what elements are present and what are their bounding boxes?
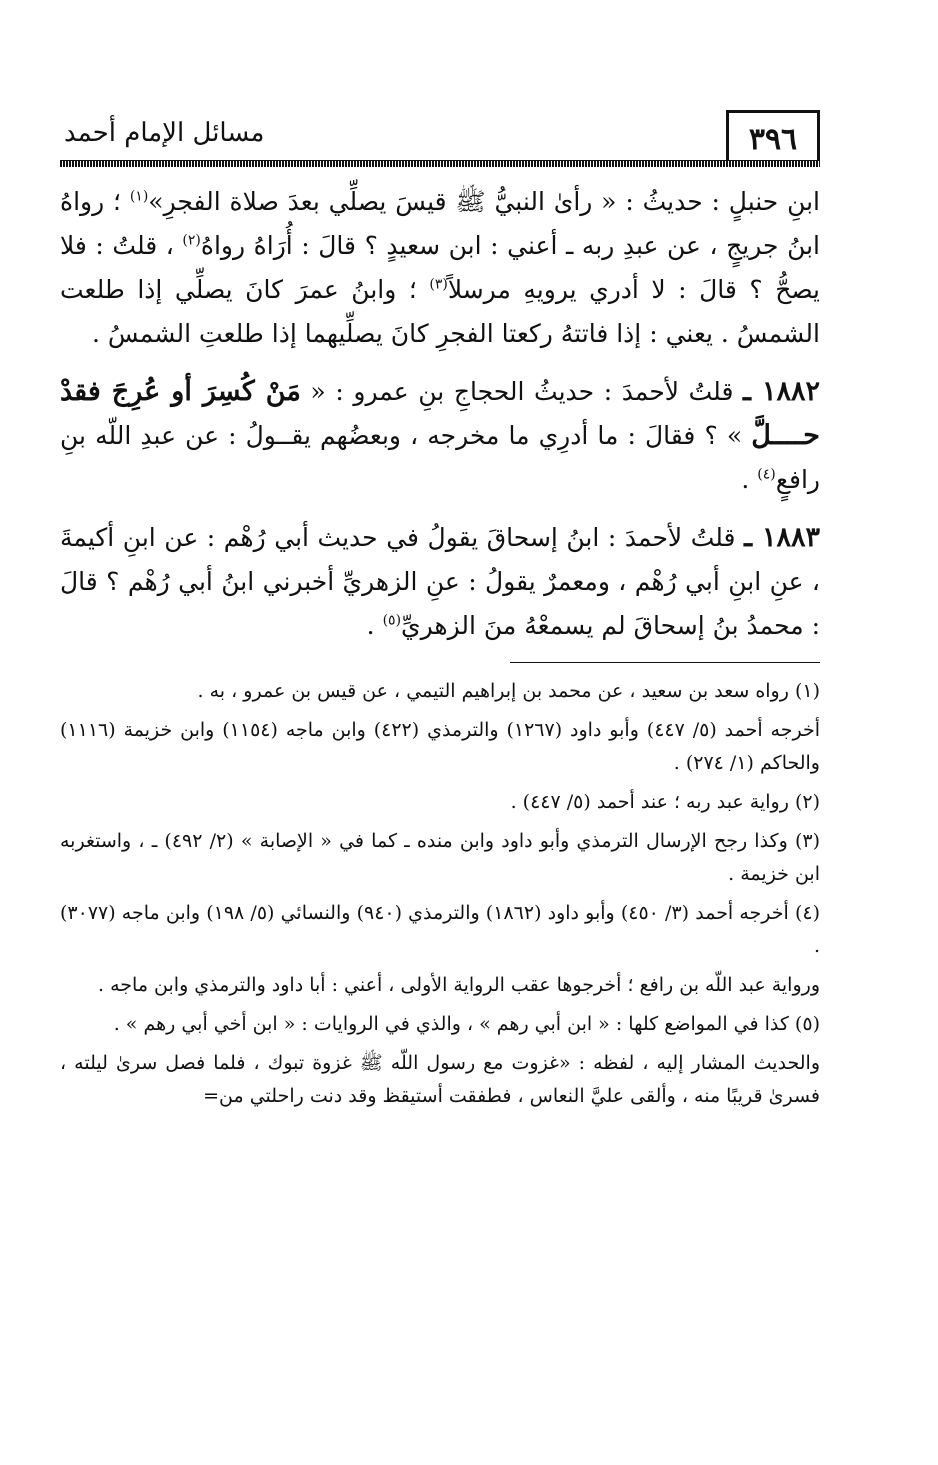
issue-number: ١٨٨٢ ـ [743, 376, 821, 407]
main-text [60, 180, 820, 648]
footnote-2: (٢) رواية عبد ربه ؛ عند أحمد (٥/ ٤٤٧) . [510, 791, 820, 813]
footnote-1: (١) رواه سعد بن سعيد ، عن محمد بن إبراهيم التيمي ، عن قيس بن عمرو ، به . [197, 680, 820, 702]
issue-number: ١٨٨٣ ـ [744, 522, 821, 553]
text-segment: قلتُ لأحمدَ : ابنُ إسحاقَ يقولُ في حديث أبي رُهْم : عن ابنِ أكيمةَ ، عنِ ابنِ أبي رُهْم ، ومعمرٌ يقولُ : عنِ الزهريِّ أخبرني ابنُ أبي رُهْم ؟ قالَ : محمدُ بنُ إسحاقَ لم يسمعْهُ منَ الزهريِّ [60, 523, 820, 640]
paragraph-1 [60, 180, 820, 356]
footnote-3: (٣) وكذا رجح الإرسال الترمذي وأبو داود وابن منده ـ كما في « الإصابة » (٢/ ٤٩٢) ـ ، واستغربه ابن خزيمة . [60, 830, 820, 885]
text-segment: . [741, 465, 758, 494]
book-page [60, 110, 820, 1119]
hadith-text: مَنْ كُسِرَ أو عُرِجَ فقدْ حــــلَّ [60, 376, 820, 451]
text-segment: ابنِ حنبلٍ : حديثُ : « رأىٰ النبيُّ ﷺ قيسَ يصلِّي بعدَ صلاة الفجرِ» [148, 187, 821, 216]
footnote-ref: (٥) [382, 612, 402, 629]
footnote-4: (٤) أخرجه أحمد (٣/ ٤٥٠) وأبو داود (١٨٦٢) والترمذي (٩٤٠) والنسائي (٥/ ١٩٨) وابن ماجه (٣٠٧٧) . [60, 902, 820, 957]
footnote-ref: (٢) [182, 232, 201, 249]
paragraph-1882 [60, 370, 820, 502]
running-title: مسائل الإمام أحمد [64, 118, 265, 148]
footnote-separator [510, 662, 820, 663]
footnote-ref: (٣) [429, 276, 448, 293]
text-segment: ؛ رواهُ ابنُ جريجٍ ، عن عبدِ ربه ـ أعني : ابن سعيدٍ ؟ قالَ : أُرَاهُ رواهُ [60, 187, 821, 260]
footnote-4-cont: ورواية عبد اللّه بن رافع ؛ أخرجوها عقب الرواية الأولى ، أعني : أبا داود والترمذي وابن ماجه . [98, 974, 820, 996]
header-rule [60, 160, 820, 167]
page-header [60, 110, 820, 166]
page-number: ٣٩٦ [726, 110, 820, 165]
footnote-ref: (٤) [757, 466, 776, 483]
footnote-1-cont: أخرجه أحمد (٥/ ٤٤٧) وأبو داود (١٢٦٧) والترمذي (٤٢٢) وابن ماجه (١١٥٤) وابن خزيمة (١١١٦) والحاكم (١/ ٢٧٤) . [60, 719, 820, 774]
footnotes [60, 675, 820, 1113]
text-segment: » ؟ فقالَ : ما أدرِي ما مخرجه ، وبعضُهم يقــولُ : عن عبدِ اللّه بنِ رافعٍ [60, 421, 820, 494]
footnote-5: (٥) كذا في المواضع كلها : « ابن أبي رهم » ، والذي في الروايات : « ابن أخي أبي رهم » . [113, 1013, 820, 1035]
text-segment: . [366, 611, 383, 640]
footnote-ref: (١) [129, 188, 149, 205]
text-segment: ، قلتُ : فلا يصحُّ ؟ قالَ : لا أدري يرويهِ مرسلاً [60, 231, 820, 304]
footnote-5-cont: والحديث المشار إليه ، لفظه : «غزوت مع رسول اللّه ﷺ غزوة تبوك ، فلما فصل سرىٰ ليلته ، فسرىٰ قريبًا منه ، وألقى عليَّ النعاس ، فطفقت أستيقظ وقد دنت راحلتي من= [60, 1052, 820, 1107]
paragraph-1883 [60, 516, 820, 648]
text-segment: قلتُ لأحمدَ : حديثُ الحجاجِ بنِ عمرو : « [300, 377, 744, 406]
text-segment: ؛ وابنُ عمرَ كانَ يصلِّي إذا طلعت الشمسُ . يعني : إذا فاتتهُ ركعتا الفجرِ كانَ يصلِّيهما إذا طلعتِ الشمسُ . [60, 275, 820, 348]
